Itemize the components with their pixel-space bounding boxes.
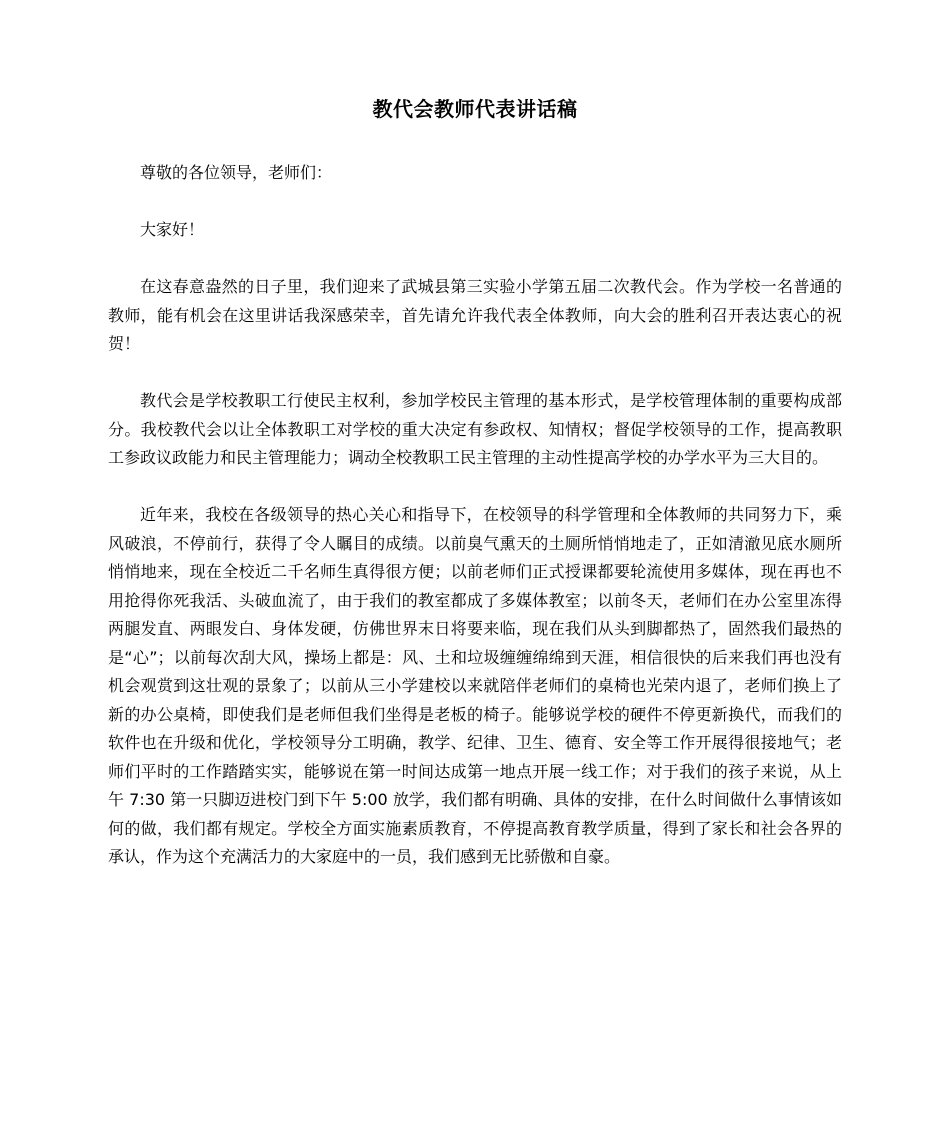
document-body xyxy=(108,159,842,872)
paragraph-greeting: 尊敬的各位领导，老师们： xyxy=(140,163,333,182)
paragraph-hello: 大家好！ xyxy=(140,220,205,239)
document-title: 教代会教师代表讲话稿 xyxy=(372,97,578,121)
paragraph-congress-purpose: 教代会是学校教职工行使民主权利，参加学校民主管理的基本形式，是学校管理体制的重要构成部分。我校教代会以让全体教职工对学校的重大决定有参政权、知情权；督促学校领导的工作，提高教职工参政议政能力和民主管理能力；调动全校教职工民主管理的主动性提高学校的办学水平为三大目的。 xyxy=(108,391,842,467)
paragraph-achievements: 近年来，我校在各级领导的热心关心和指导下，在校领导的科学管理和全体教师的共同努力下，乘风破浪，不停前行，获得了令人瞩目的成绩。以前臭气熏天的土厕所悄悄地走了，正如清澈见底水厕所悄悄地来，现在全校近二千名师生真得很方便；以前老师们正式授课都要轮流使用多媒体，现在再也不用抢得你死我活、头破血流了，由于我们的教室都成了多媒体教室；以前冬天，老师们在办公室里冻得两腿发直、两眼发白、身体发硬，仿佛世界末日将要来临，现在我们从头到脚都热了，固然我们最热的是“心”；以前每次刮大风，操场上都是：风、土和垃圾缠缠绵绵到天涯，相信很快的后来我们再也没有机会观赏到这壮观的景象了；以前从三小学建校以来就陪伴老师们的桌椅也光荣内退了，老师们换上了新的办公桌椅，即使我们是老师但我们坐得是老板的椅子。能够说学校的硬件不停更新换代，而我们的软件也在升级和优化，学校领导分工明确，教学、纪律、卫生、德育、安全等工作开展得很接地气；老师们平时的工作踏踏实实，能够说在第一时间达成第一地点开展一线工作；对于我们的孩子来说，从上午 7:30 第一只脚迈进校门到下午 5:00 放学，我们都有明确、具体的安排，在什么时间做什么事情该如何的做，我们都有规定。学校全方面实施素质教育，不停提高教育教学质量，得到了家长和社会各界的承认，作为这个充满活力的大家庭中的一员，我们感到无比骄傲和自豪。 xyxy=(108,505,842,866)
paragraph-opening: 在这春意盎然的日子里，我们迎来了武城县第三实验小学第五届二次教代会。作为学校一名普通的教师，能有机会在这里讲话我深感荣幸，首先请允许我代表全体教师，向大会的胜利召开表达衷心的祝贺！ xyxy=(108,277,842,353)
